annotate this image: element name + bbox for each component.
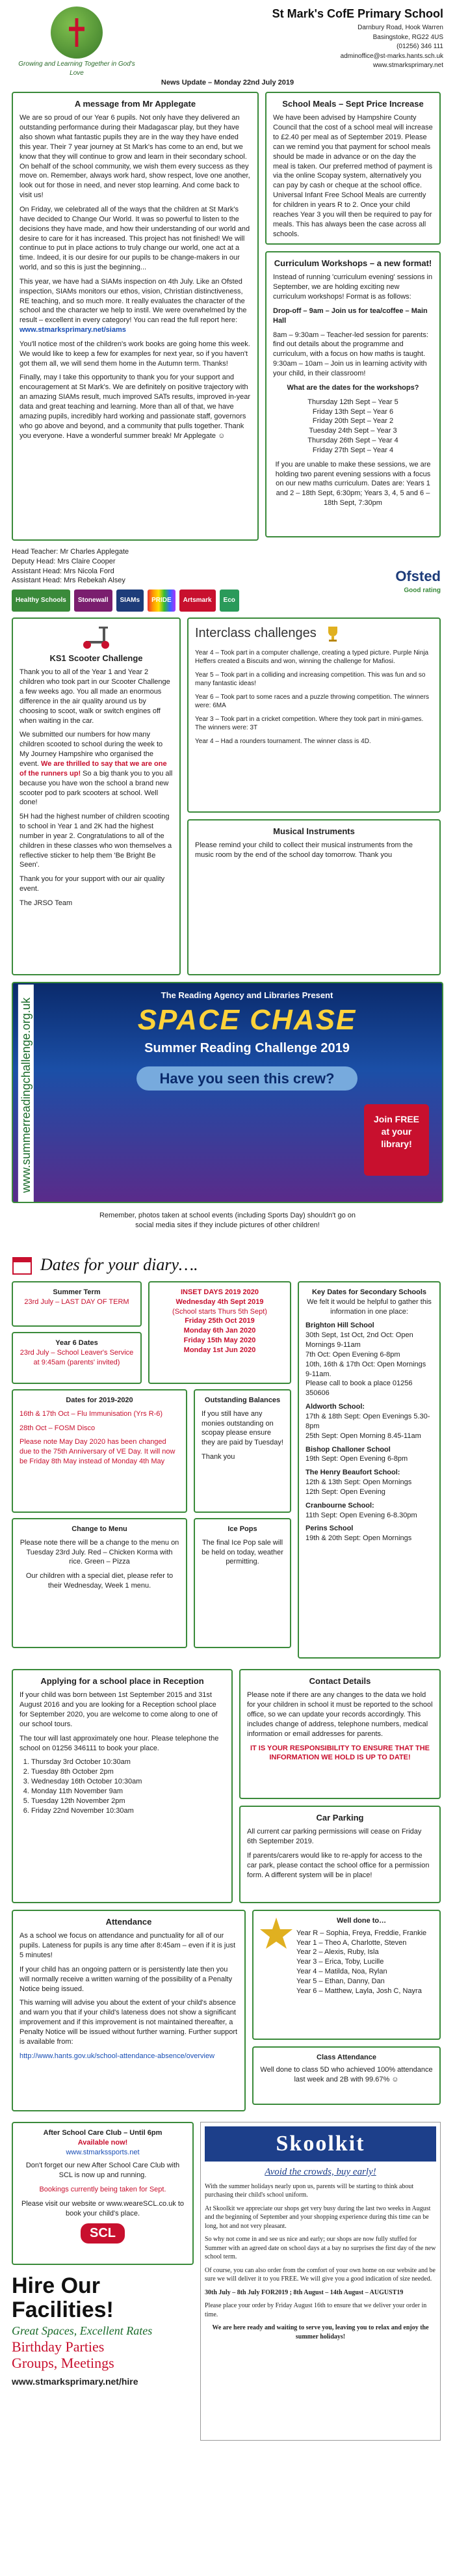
attendance-p2: If your child has an ongoing pattern or is persistently late then you will normally receive a written warning of the possibility of a Penalty Notice being issued. — [20, 1965, 233, 1993]
scooter-p4: Thank you for your support with our air quality event. — [20, 875, 165, 893]
summer-term-date: 23rd July – LAST DAY OF TERM — [24, 1297, 129, 1306]
balances-body: If you still have any monies outstanding on scopay please ensure they are paid by Tuesday! — [202, 1409, 283, 1447]
instruments-body: Please remind your child to collect their musical instruments from the music room by the end of the school day tomorrow. Thank you — [195, 841, 413, 860]
scooter-p3: 5H had the highest number of children scooting to school in Year 1 and 2K had the highest number in year 2. Congratulations to all of the children in these classes who won themselves a reflective sticker to help them 'Be Bright Be Seen'. — [20, 813, 172, 869]
workshops-footer: If you are unable to make these sessions, we are holding two parent evening sessions with a focus on our new maths curriculum. Dates are: Years 1 and 2 – 18th Sept, 6:30pm; Years 3, 4, 5 and 6 – 18th Sept, 7:30pm — [275, 460, 431, 508]
stonewall-logo: Stonewall — [74, 590, 112, 612]
hire-line-2: Groups, Meetings — [12, 2355, 114, 2372]
dates-2019-line1: 16th & 17th Oct – Flu Immunisation (Yrs R-6) — [20, 1409, 163, 1418]
dates-2019-line2: 28th Oct – FOSM Disco — [20, 1424, 96, 1432]
siams-report-link[interactable]: www.stmarksprimary.net/siams — [20, 326, 126, 334]
well-done-title: Well done to… — [336, 1916, 387, 1925]
skoolkit-advert — [200, 2122, 441, 2441]
instruments-title: Musical Instruments — [273, 826, 355, 836]
skoolkit-p2: At Skoolkit we appreciate our shops get very busy during the last two weeks in August and the beginning of September and your shopping experience during this time can be long, hot and not very pleasant. — [205, 2204, 431, 2230]
summer-reading-poster — [12, 982, 443, 1203]
attendance-link[interactable]: http://www.hants.gov.uk/school-attendance-absence/overview — [20, 2052, 215, 2060]
skoolkit-logo: Skoolkit — [205, 2126, 436, 2162]
well-done-line: Year 1 – Theo A, Charlotte, Steven — [296, 1938, 407, 1947]
menu-box — [12, 1518, 187, 1648]
school-crest-icon — [51, 7, 103, 59]
photos-text: Remember, photos taken at school events (including Sports Day) shouldn't go on social media sites if they include pictures of other children! — [99, 1211, 356, 1229]
class-attendance-body: Well done to class 5D who achieved 100% attendance last week and 2B with 99.67% ☺ — [260, 2065, 433, 2083]
reception-p2: The tour will last approximately one hour. Please telephone the school on 01256 346111 to book your place. — [20, 1734, 219, 1752]
staff-deputy: Deputy Head: Mrs Claire Cooper — [12, 557, 116, 565]
inset-date-1: Wednesday 4th Sept 2019 — [176, 1297, 264, 1306]
secondary-list — [306, 1321, 433, 1543]
hire-line-1: Birthday Parties — [12, 2338, 105, 2355]
interclass-item: Year 5 – Took part in a colliding and increasing competition. This was fun and so many fantastic ideas! — [195, 671, 426, 688]
well-done-line: Year 4 – Matilda, Noa, Rylan — [296, 1968, 387, 1976]
ofsted-name: Ofsted — [395, 567, 441, 584]
secondary-school-name: Brighton Hill School — [306, 1322, 374, 1330]
attendance-title: Attendance — [105, 1916, 152, 1927]
secondary-school-name: The Henry Beaufort School: — [306, 1469, 400, 1477]
inset-date-3: Monday 6th Jan 2020 — [183, 1327, 256, 1335]
club-title: After School Care Club – Until 6pm — [43, 2128, 162, 2137]
secondary-school-line: 19th & 20th Sept: Open Mornings — [306, 1534, 412, 1543]
applegate-p5: Finally, may I take this opportunity to thank you for your support and encouragement at St Mark's. We are definitely on positive trajectory with an amazing SIAMs result, much improved SATs results, improved in-year data and great teaching and learning. More than all of that, we have amazing pupils, incredibly hard working and passionate staff, governors who go above and beyond, and a community that pulls together. Thank you everyone. Have a wonderful summer break! Mr Applegate ☺ — [20, 373, 250, 440]
parking-title: Car Parking — [316, 1812, 364, 1823]
news-date: News Update – Monday 22nd July 2019 — [161, 79, 294, 87]
menu-body: Please note there will be a change to the menu on Tuesday 23rd July. Red – Chicken Korma with rice. Green – Pizza — [20, 1538, 179, 1566]
secondary-school-line: Please call to book a place 01256 350606 — [306, 1379, 413, 1398]
secondary-school-name: Perins School — [306, 1525, 354, 1533]
menu-title: Change to Menu — [72, 1525, 127, 1533]
instruments-box — [187, 819, 441, 975]
tour-date: 6. Friday 22nd November 10:30am — [31, 1806, 225, 1816]
parking-p1: All current car parking permissions will cease on Friday 6th September 2019. — [247, 1828, 422, 1846]
school-name: St Mark's CofE Primary School — [272, 7, 443, 20]
interclass-box — [187, 617, 441, 813]
secondary-school-name: Aldworth School: — [306, 1403, 365, 1411]
skoolkit-p5: Please place your order by Friday August 16th to ensure that we deliver your order in time. — [205, 2302, 427, 2318]
scooter-challenge-box — [12, 617, 181, 975]
secondary-school-line: 12th & 13th Sept: Open Mornings — [306, 1478, 412, 1487]
interclass-title: Interclass challenges — [195, 626, 317, 641]
secondary-school-line: 11th Sept: Open Evening 6-8.30pm — [306, 1511, 417, 1519]
tour-date: 4. Monday 11th November 9am — [31, 1787, 225, 1796]
tour-date: 5. Tuesday 12th November 2pm — [31, 1796, 225, 1806]
address-line-2: Basingstoke, RG22 4US — [372, 33, 443, 41]
scooter-icon — [20, 624, 173, 653]
reception-box — [12, 1669, 233, 1903]
reception-p1: If your child was born between 1st September 2015 and 31st August 2016 and you are looking for a Reception school place for September 2020, you are welcome to come along to one of our school tours. — [20, 1691, 218, 1728]
club-available: Available now! — [77, 2138, 128, 2147]
pride-logo: PRIDE — [148, 590, 176, 612]
trophy-icon — [323, 624, 343, 644]
workshop-date: Tuesday 24th Sept – Year 3 — [309, 427, 397, 435]
star-award-icon — [260, 1916, 292, 1955]
well-done-box — [252, 1910, 441, 2040]
inset-date-2: Friday 25th Oct 2019 — [185, 1317, 255, 1325]
secondary-dates-box — [298, 1281, 441, 1659]
hire-title: Hire Our Facilities! — [12, 2273, 114, 2323]
secondary-school-name: Bishop Challoner School — [306, 1445, 391, 1454]
eco-schools-logo: Eco — [220, 590, 239, 612]
workshop-date: Thursday 26th Sept – Year 4 — [307, 437, 398, 445]
inset-date-5: Monday 1st Jun 2020 — [183, 1346, 256, 1354]
summer-term-title: Summer Term — [53, 1288, 101, 1296]
parking-box — [239, 1806, 441, 1903]
phone: (01256) 346 111 — [396, 43, 443, 51]
workshops-title: Curriculum Workshops – a new format! — [274, 258, 432, 268]
email-link[interactable]: adminoffice@st-marks.hants.sch.uk — [340, 52, 443, 60]
workshops-box — [265, 251, 441, 537]
skoolkit-tagline: Avoid the crowds, buy early! — [265, 2166, 376, 2177]
poster-title: SPACE CHASE — [137, 1004, 357, 1037]
scooter-p2c: So a big thank you to you all because you have won the school a brand new scooter pod to park scooters at school. Well done! — [20, 769, 173, 807]
workshop-date: Friday 27th Sept – Year 4 — [312, 446, 394, 454]
poster-top: The Reading Agency and Libraries Present — [161, 990, 333, 1000]
scl-logo: SCL — [81, 2223, 125, 2244]
meals-body: We have been advised by Hampshire County Council that the cost of a school meal will increase to £2.40 per meal as of September 2019. Please can we remind you that payment for school meals should be made in advance or on the day the meal is taken. Our preferred method of payment is via the online Scopay system, alternatively you can pay by cash or cheque at the school office. Universal Infant Free School Meals are currently for children in years R to 2. Once your child reaches Year 3 you will then be required to pay for meals. This has always been the case across all schools. — [273, 114, 433, 238]
header — [12, 5, 443, 77]
secondary-school-line: 25th Sept: Open Morning 8.45-11am — [306, 1431, 421, 1440]
scooter-p1: Thank you to all of the Year 1 and Year 2 children who took part in our Scooter Challenge a few weeks ago. You all made an enormous difference in the air quality around us by choosing to scoot, walk or switch engines off when waiting in the car. — [20, 668, 170, 725]
inset-date-4: Friday 15th May 2020 — [183, 1336, 256, 1345]
balances-title: Outstanding Balances — [204, 1396, 281, 1404]
applegate-p2: On Friday, we celebrated all of the ways that the children at St Mark's have decided to Change Our World. It was so powerful to listen to the decisions they have made, and how their understanding of our world and desire to care for it has increased. This project has not finished! We will continue to put in place actions to truly change our world, one act at a time. Indeed, it is our desire for our pupils to be change-makers in our world, and so this is just the beginning... — [20, 205, 250, 272]
school-address — [272, 5, 443, 77]
inset-days-box — [148, 1281, 291, 1384]
contact-title: Contact Details — [309, 1675, 371, 1686]
class-attendance-title: Class Attendance — [317, 2053, 376, 2061]
well-done-line: Year 2 – Alexis, Ruby, Isla — [296, 1948, 379, 1957]
contact-box — [239, 1669, 441, 1799]
club-p3: Please visit our website or www.weareSCL.co.uk to book your child's place. — [21, 2199, 185, 2217]
icepops-body: The final Ice Pop sale will be held on today, weather permitting. — [202, 1538, 283, 1566]
photos-notice — [12, 1203, 443, 1249]
school-meals-box — [265, 92, 441, 245]
staff-assistant-1: Assistant Head: Mrs Nicola Ford — [12, 567, 114, 575]
attendance-p1: As a school we focus on attendance and punctuality for all of our pupils. Lateness for pupils is any time after 8:45am – even if it is just 5 minutes! — [20, 1932, 235, 1960]
club-p1: Don't forget our new After School Care Club with SCL is now up and running. — [25, 2162, 180, 2180]
meals-title: School Meals – Sept Price Increase — [282, 98, 424, 109]
well-done-line: Year 3 – Erica, Toby, Lucille — [296, 1958, 384, 1966]
scooter-p5: The JRSO Team — [20, 899, 73, 907]
dates-2019-box — [12, 1389, 187, 1513]
scooter-p2b: We are thrilled to say that we are one of the runners up! — [20, 759, 167, 778]
healthy-schools-logo: Healthy Schools — [12, 590, 70, 612]
workshop-date: Friday 20th Sept – Year 2 — [312, 417, 394, 426]
secondary-school-line: 17th & 18th Sept: Open Evenings 5.30-8pm — [306, 1412, 430, 1430]
hire-facilities — [12, 2271, 194, 2441]
well-done-line: Year 6 – Matthew, Layla, Josh C, Nayra — [296, 1986, 422, 1995]
badge-strip — [12, 590, 285, 612]
interclass-item: Year 4 – Took part in a computer challenge, creating a typed picture. Purple Ninja Heffers created a Biscuits and won, winning the challenge for Mafiosi. — [195, 649, 429, 666]
workshops-dropoff: Drop-off – 9am – Join us for tea/coffee – Main Hall — [273, 306, 428, 325]
well-done-line: Year R – Sophia, Freya, Freddie, Frankie — [296, 1929, 427, 1937]
interclass-item: Year 3 – Took part in a cricket competition. Where they took part in mini-games. The winners were: 3T — [195, 715, 424, 732]
applegate-title: A message from Mr Applegate — [74, 98, 196, 109]
club-p2: Bookings currently being taken for Sept. — [39, 2186, 166, 2194]
skoolkit-codes: 30th July – 8th July FOR2019 ; 8th August – 14th August – AUGUST19 — [205, 2288, 404, 2296]
summer-term-box — [12, 1281, 142, 1327]
year6-dates-box — [12, 1332, 142, 1384]
skoolkit-p6: We are here ready and waiting to serve you, leaving you to relax and enjoy the summer holidays! — [212, 2324, 429, 2340]
applegate-p1: We are so proud of our Year 6 pupils. Not only have they delivered an outstanding performance during their Madagascar play, but they have also shown what fantastic pupils they are in the way they have ended this year. Their 7 year journey at St Mark's has come to an end, but we know that they will continue to grow and learn in their secondary school. On behalf of the school community, we wish them every success as they move on. Remember, always work hard, show respect, love one another, look out for those in need, and never stop learning. And come back to visit us! — [20, 114, 250, 200]
poster-vertical-url[interactable]: www.summerreadingchallenge.org.uk — [18, 984, 34, 1203]
staff-assistant-2: Assistant Head: Mrs Rebekah Alsey — [12, 576, 125, 585]
balances-thanks: Thank you — [202, 1453, 235, 1461]
scooter-title: KS1 Scooter Challenge — [49, 653, 143, 663]
workshops-session: 8am – 9:30am – Teacher-led session for parents: find out details about the programme and curriculum, with a focus on how maths is taught. 9:30am – 10am – Join us in learning activity with your child, in their classroom! — [273, 331, 428, 377]
icepops-box — [194, 1518, 291, 1648]
icepops-title: Ice Pops — [228, 1525, 257, 1533]
skoolkit-p1: With the summer holidays nearly upon us, parents will be starting to think about purchasing their child's school uniform. — [205, 2182, 414, 2199]
hire-subtitle: Great Spaces, Excellent Rates — [12, 2324, 153, 2337]
secondary-school-line: 12th Sept: Open Evening — [306, 1487, 385, 1496]
school-motto: Growing and Learning Together in God's Love — [18, 61, 135, 77]
dates-2019-title: Dates for 2019-2020 — [66, 1396, 133, 1404]
staff-head: Head Teacher: Mr Charles Applegate — [12, 547, 129, 556]
secondary-intro: We felt it would be helpful to gather this information in one place: — [307, 1297, 432, 1316]
reception-title: Applying for a school place in Reception — [40, 1675, 204, 1686]
well-done-line: Year 5 – Ethan, Danny, Dan — [296, 1977, 385, 1985]
tour-date: 3. Wednesday 16th October 10:30am — [31, 1777, 225, 1787]
tour-date: 1. Thursday 3rd October 10:30am — [31, 1757, 225, 1767]
attendance-p3: This warning will advise you about the extent of your child's absence and warn you that if your child's lateness does not show a significant improvement and if this improvement is not maintained thereafter, a Penalty Notice will be issued without further warning. Further support is available from: — [20, 1999, 238, 2046]
interclass-item: Year 4 – Had a rounders tournament. The winner class is 4D. — [195, 737, 371, 745]
attendance-box — [12, 1910, 246, 2111]
secondary-school-line: 19th Sept: Open Evening 6-8pm — [306, 1455, 408, 1463]
contact-warning: IT IS YOUR RESPONSIBILITY TO ENSURE THAT THE INFORMATION WE HOLD IS UP TO DATE! — [250, 1744, 430, 1762]
hire-link[interactable]: www.stmarksprimary.net/hire — [12, 2376, 138, 2387]
diary-title: Dates for your diary…. — [40, 1255, 198, 1275]
year6-title: Year 6 Dates — [55, 1338, 98, 1347]
workshops-dates-title: What are the dates for the workshops? — [287, 383, 419, 392]
ofsted-logo — [291, 567, 441, 595]
poster-badge: Join FREE at your library! — [364, 1104, 429, 1176]
workshop-date: Friday 13th Sept – Year 6 — [312, 407, 394, 416]
parking-p2: If parents/carers would like to re-apply for access to the car park, please contact the school office for a permission form. A different system will be in place! — [247, 1852, 430, 1879]
applegate-p4: You'll notice most of the children's work books are going home this week. We would like to keep a few for examples for next year, so if you haven't got them all, we will send them home in the Autumn term. Thanks! — [20, 340, 250, 368]
balances-box — [194, 1389, 291, 1513]
after-school-club-box — [12, 2122, 194, 2265]
siams-logo: SIAMs — [116, 590, 144, 612]
year6-date: 23rd July – School Leaver's Service at 9:45am (parents' invited) — [20, 1348, 134, 1366]
poster-banner: Have you seen this crew? — [136, 1066, 358, 1091]
skoolkit-p4: Of course, you can also order from the comfort of your own home on our website and be sure we will deliver it to you FREE. We will give you a good indication of size needed. — [205, 2266, 436, 2283]
secondary-title: Key Dates for Secondary Schools — [311, 1288, 427, 1296]
contact-body: Please note if there are any changes to the data we hold for your children in school it must be reported to the school office, so we can update your records accordingly. This includes change of address, telephone numbers, medical information or email addresses for parents. — [247, 1691, 433, 1738]
secondary-school-line: 30th Sept, 1st Oct, 2nd Oct: Open Mornings 9-11am — [306, 1331, 413, 1349]
applegate-message — [12, 92, 259, 541]
dates-2019-line3: Please note May Day 2020 has been changed due to the 75th Anniversary of VE Day. It will now be Friday 8th May instead of Monday 4th May — [20, 1438, 176, 1466]
artsmark-logo: Artsmark — [179, 590, 216, 612]
scooter-p2: We submitted our numbers for how many children scooted to school during the week to My Journey Hampshire who organised the event. — [20, 731, 163, 768]
inset-note: (School starts Thurs 5th Sept) — [172, 1307, 267, 1316]
workshops-intro: Instead of running 'curriculum evening' sessions in September, we are holding exciting new curriculum workshops! Format is as follows: — [273, 273, 433, 301]
ofsted-rating: Good rating — [404, 586, 441, 594]
inset-title: INSET DAYS 2019 2020 — [180, 1288, 259, 1296]
web-link[interactable]: www.stmarksprimary.net — [372, 62, 443, 70]
tour-date: 2. Tuesday 8th October 2pm — [31, 1767, 225, 1777]
interclass-item: Year 6 – Took part to some races and a puzzle throwing competition. The winners were: 6MA — [195, 693, 430, 710]
secondary-school-line: 10th, 16th & 17th Oct: Open Mornings 9-11am. — [306, 1360, 426, 1378]
calendar-icon — [12, 1254, 32, 1275]
school-logo-block — [12, 5, 142, 77]
address-line-1: Darnbury Road, Hook Warren — [358, 24, 443, 32]
class-attendance-box — [252, 2046, 441, 2105]
workshop-date: Thursday 12th Sept – Year 5 — [307, 398, 398, 406]
applegate-p3: This year, we have had a SIAMs inspection on 4th July. Like an Ofsted inspection, SIAMs monitors our ethos, vision, Christian distinctiveness, RE teaching, and so much more. It really evaluates the character of the school and the character we help to instil. We were overwhelmed by the result – excellent in every category! You can read the full report here: — [20, 277, 247, 325]
club-link[interactable]: www.stmarkssports.net — [66, 2148, 140, 2156]
skoolkit-p3: So why not come in and see us nice and early; our shops are now fully stuffed for Summer with an agreed date on school days at a bay no surprises the first day of the new school term. — [205, 2236, 436, 2261]
secondary-school-line: 7th Oct: Open Evening 6-8pm — [306, 1350, 400, 1359]
secondary-school-name: Cranbourne School: — [306, 1501, 374, 1510]
poster-subtitle: Summer Reading Challenge 2019 — [144, 1040, 350, 1055]
menu-body2: Our children with a special diet, please refer to their Wednesday, Week 1 menu. — [25, 1572, 174, 1590]
